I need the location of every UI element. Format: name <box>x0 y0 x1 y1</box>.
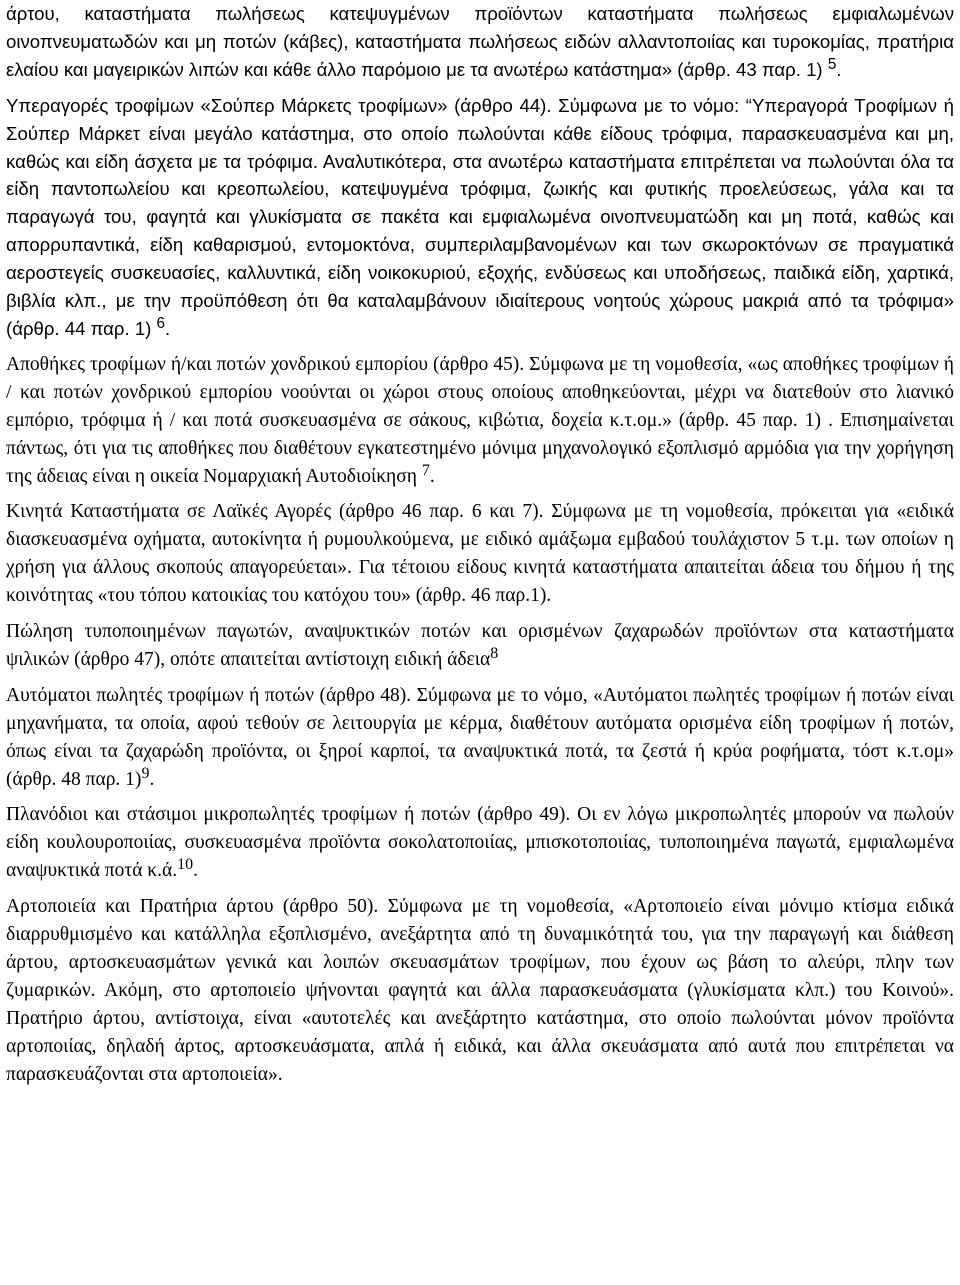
paragraph-text: Πλανόδιοι και στάσιμοι μικροπωλητές τροφίμων ή ποτών (άρθρο 49). Οι εν λόγω μικροπωλητές μπορούν να πωλούν είδη κουλουροποιίας, συσκευασμένα προϊόντα σοκολατοποιίας, μπισκοτοποιίας, τυποποιημένα παγωτά, εμφιαλωμένα αναψυκτικά ποτά κ.ά. <box>6 804 954 882</box>
paragraph-text: Αρτοποιεία και Πρατήρια άρτου (άρθρο 50). Σύμφωνα με τη νομοθεσία, «Αρτοποιείο είναι μόνιμο κτίσμα ειδικά διαρρυθμισμένο και κατάλληλα εξοπλισμένο, ανεξάρτητα από τη δυναμικότητά του, για την παραγωγή και διάθεση άρτου, αρτοσκευασμάτων γενικά και λοιπών σκευασμάτων τροφίμων, που έχουν ως βάση το αλεύρι, πλην των ζυμαρικών. Ακόμη, στο αρτοποιείο ψήνονται φαγητά και άλλα παρασκευάσματα (γλυκίσματα κλπ.) του Κοινού». Πρατήριο άρτου, αντίστοιχα, είναι «αυτοτελές και ανεξάρτητο κατάστημα, στο οποίο πωλούνται μόνον προϊόντα αρτοποιίας, δηλαδή άρτος, αρτοσκευάσματα, απλά ή ειδικά, και άλλα σκευάσματα από αυτά που επιτρέπεται να παρασκευάζονται στα αρτοποιεία». <box>6 896 954 1085</box>
paragraph-tail: . <box>836 58 842 80</box>
paragraph-ice-cream <box>6 618 954 674</box>
paragraph-continued <box>6 0 954 84</box>
paragraph-supermarkets <box>6 92 954 343</box>
paragraph-text: Αυτόματοι πωλητές τροφίμων ή ποτών (άρθρο 48). Σύμφωνα με το νόμο, «Αυτόματοι πωλητές τροφίμων ή ποτών είναι μηχανήματα, τα οποία, αφού τεθούν σε λειτουργία με κέρμα, διαθέτουν αυτόματα ορισμένα είδη τροφίμων ή ποτών, όπως είναι τα ζαχαρώδη προϊόντα, οι ξηροί καρποί, τα αναψυκτικά ποτά, τα ζεστά ή κρύα ροφήματα, τόστ κ.τ.ομ» (άρθρ. 48 παρ. 1) <box>6 684 954 790</box>
paragraph-tail: . <box>165 317 171 339</box>
paragraph-vending <box>6 682 954 794</box>
footnote-ref: 5 <box>827 55 837 73</box>
paragraph-warehouses <box>6 351 954 491</box>
paragraph-tail: . <box>193 860 198 882</box>
paragraph-bakeries <box>6 893 954 1088</box>
document-page <box>6 0 954 1089</box>
paragraph-text: Αποθήκες τροφίμων ή/και ποτών χονδρικού εμπορίου (άρθρο 45). Σύμφωνα με τη νομοθεσία, «ως αποθήκες τροφίμων ή / και ποτών χονδρικού εμπορίου νοούνται οι χώροι στους οποίους αποθηκεύονται, μέχρι να διατεθούν στο λιανικό εμπόριο, τρόφιμα ή / και ποτά συσκευασμένα σε σάκους, κιβώτια, δοχεία κ.τ.ομ.» (άρθρ. 45 παρ. 1) . Επισημαίνεται πάντως, ότι για τις αποθήκες που διαθέτουν εγκατεστημένο μόνιμα μηχανολογικό εξοπλισμό αρμόδια για την χορήγηση της άδειας είναι η οικεία Νομαρχιακή Αυτοδιοίκηση <box>6 353 954 487</box>
paragraph-tail: . <box>149 768 155 790</box>
paragraph-text: άρτου, καταστήματα πωλήσεως κατεψυγμένων προϊόντων καταστήματα πωλήσεως εμφιαλωμένων οινοπνευματωδών και μη ποτών (κάβες), καταστήματα πωλήσεως ειδών αλλαντοποιίας και τυροκομίας, πρατήρια ελαίου και μαγειρικών λιπών και κάθε άλλο παρόμοιο με τα ανωτέρω κατάστημα» (άρθρ. 43 παρ. 1) <box>6 3 954 80</box>
paragraph-text: Υπεραγορές τροφίμων «Σούπερ Μάρκετς τροφίμων» (άρθρο 44). Σύμφωνα με το νόμο: “Υπεραγορά Τροφίμων ή Σούπερ Μάρκετ είναι μεγάλο κατάστημα, στο οποίο πωλούνται κάθε είδους τρόφιμα, παρασκευασμένα και μη, καθώς και είδη άσχετα με τα τρόφιμα. Αναλυτικότερα, στα ανωτέρω καταστήματα επιτρέπεται να πωλούνται όλα τα είδη παντοπωλείου και κρεοπωλείου, κατεψυγμένα τρόφιμα, ζωικής και φυτικής προελεύσεως, γάλα και τα παραγωγά του, φαγητά και γλυκίσματα σε πακέτα και εμφιαλωμένα οινοπνευματώδη και μη ποτά, καθώς και απορρυπαντικά, είδη καθαρισμού, εντομοκτόνα, συμπεριλαμβανομένων και των σκωροκτόνων σε πραγματικά αεροστεγείς συσκευασίες, καλλυντικά, είδη νοικοκυριού, εξοχής, ενδύσεως και υποδήσεως, παιδικά είδη, χαρτικά, βιβλία κλπ., με την προϋπόθεση ότι θα καταλαμβάνουν ιδιαίτερους νοητούς χώρους μακριά από τα τρόφιμα» (άρθρ. 44 παρ. 1) <box>6 94 954 339</box>
paragraph-vendors <box>6 801 954 885</box>
footnote-ref: 6 <box>156 315 166 333</box>
footnote-ref: 9 <box>141 764 150 782</box>
paragraph-text: Κινητά Καταστήματα σε Λαϊκές Αγορές (άρθρο 46 παρ. 6 και 7). Σύμφωνα με τη νομοθεσία, πρόκειται για «ειδικά διασκευασμένα οχήματα, αυτοκίνητα ή ρυμουλκούμενα, με ειδικό αμάξωμα εμβαδού τουλάχιστον 5 τ.μ. των οποίων η χρήση για άλλους σκοπούς απαγορεύεται». Για τέτοιου είδους κινητά καταστήματα απαιτείται άδεια του δήμου ή της κοινότητας «του τόπου κατοικίας του κατόχου του» (άρθρ. 46 παρ.1). <box>6 501 954 607</box>
footnote-ref: 7 <box>421 461 430 479</box>
footnote-ref: 10 <box>177 856 194 874</box>
footnote-ref: 8 <box>490 644 499 662</box>
paragraph-text: Πώληση τυποποιημένων παγωτών, αναψυκτικών ποτών και ορισμένων ζαχαρωδών προϊόντων στα καταστήματα ψιλικών (άρθρο 47), οπότε απαιτείται αντίστοιχη ειδική άδεια <box>6 621 954 670</box>
paragraph-tail: . <box>429 465 435 487</box>
paragraph-mobile-shops <box>6 498 954 610</box>
